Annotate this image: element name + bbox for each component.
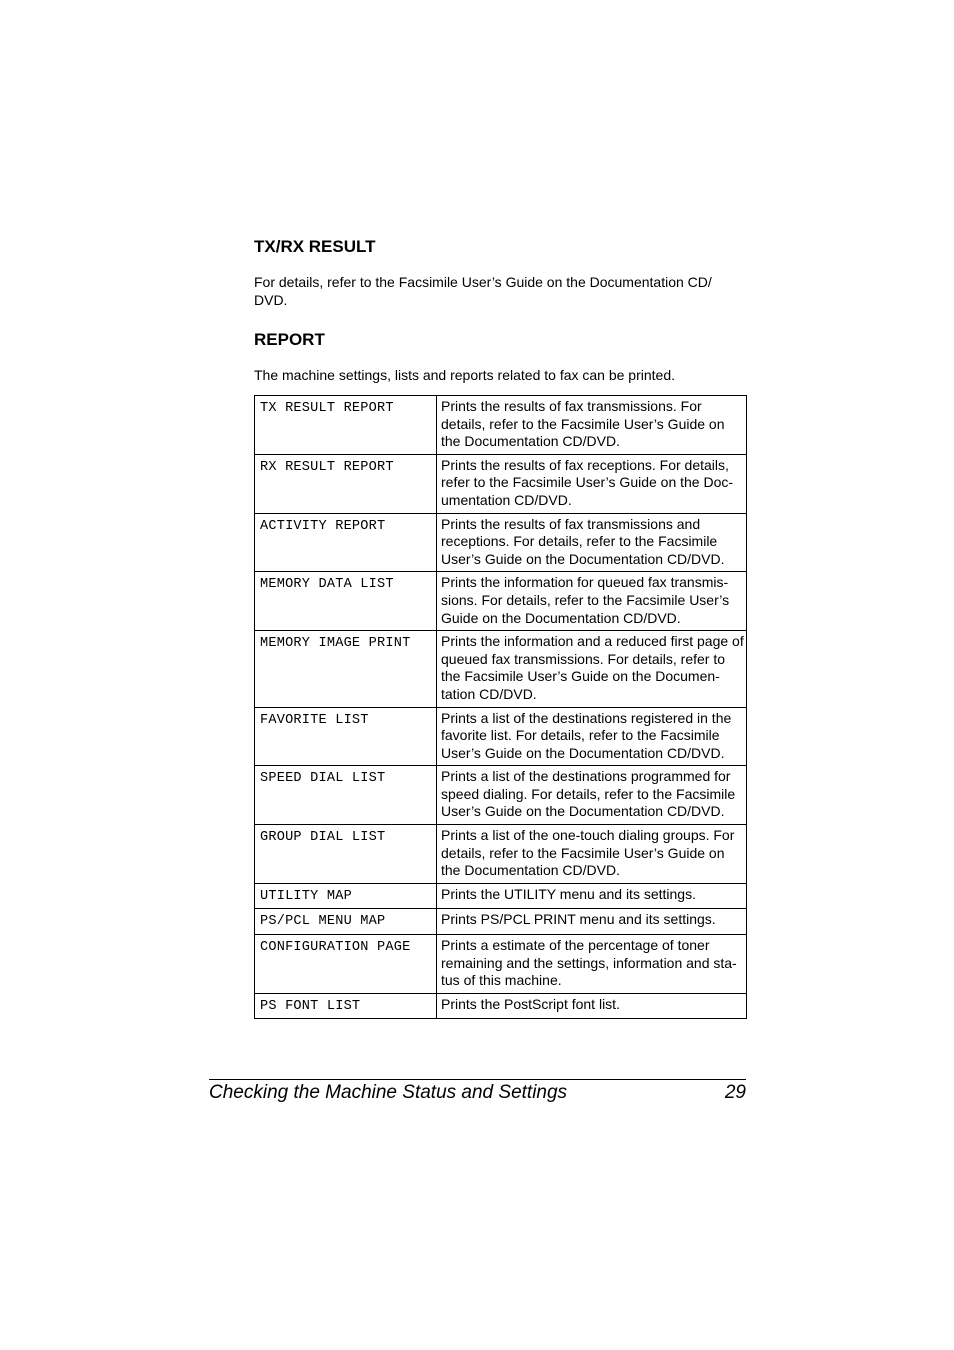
report-item-name: ACTIVITY REPORT bbox=[255, 513, 437, 572]
table-row bbox=[255, 766, 747, 825]
section-body-txrx-result: For details, refer to the Facsimile User’s Guide on the Documentation CD/ DVD. bbox=[254, 274, 712, 308]
section-heading-report: REPORT bbox=[254, 330, 325, 349]
report-item-description: Prints the PostScript font list. bbox=[437, 993, 747, 1019]
table-row bbox=[255, 909, 747, 935]
report-item-name: FAVORITE LIST bbox=[255, 707, 437, 766]
report-item-name: UTILITY MAP bbox=[255, 883, 437, 909]
section-heading-txrx-result: TX/RX RESULT bbox=[254, 237, 376, 256]
report-item-description: Prints the results of fax receptions. For details, refer to the Facsimile User’s Guide on the Doc- umentation CD/DVD. bbox=[437, 454, 747, 513]
table-row bbox=[255, 572, 747, 631]
report-item-description: Prints a list of the destinations programmed for speed dialing. For details, refer to the Facsimile User’s Guide on the Documentation CD/DVD. bbox=[437, 766, 747, 825]
report-item-name: TX RESULT REPORT bbox=[255, 396, 437, 455]
report-item-name: CONFIGURATION PAGE bbox=[255, 935, 437, 994]
report-item-name: MEMORY IMAGE PRINT bbox=[255, 631, 437, 707]
report-item-description: Prints the results of fax transmissions. For details, refer to the Facsimile User’s Guide on the Documentation CD/DVD. bbox=[437, 396, 747, 455]
table-row bbox=[255, 825, 747, 884]
table-row bbox=[255, 707, 747, 766]
table-row bbox=[255, 935, 747, 994]
report-item-name: PS/PCL MENU MAP bbox=[255, 909, 437, 935]
table-row bbox=[255, 993, 747, 1019]
report-item-description: Prints PS/PCL PRINT menu and its settings. bbox=[437, 909, 747, 935]
report-item-name: SPEED DIAL LIST bbox=[255, 766, 437, 825]
footer-chapter-title: Checking the Machine Status and Settings bbox=[209, 1082, 568, 1103]
table-row bbox=[255, 883, 747, 909]
table-row bbox=[255, 396, 747, 455]
report-item-name: PS FONT LIST bbox=[255, 993, 437, 1019]
report-item-description: Prints a list of the destinations registered in the favorite list. For details, refer to the Facsimile User’s Guide on the Documentation CD/DVD. bbox=[437, 707, 747, 766]
section-body-report: The machine settings, lists and reports related to fax can be printed. bbox=[254, 367, 676, 383]
footer-page-number: 29 bbox=[724, 1082, 746, 1103]
table-row bbox=[255, 454, 747, 513]
report-item-description: Prints the UTILITY menu and its settings. bbox=[437, 883, 747, 909]
report-item-description: Prints a list of the one-touch dialing groups. For details, refer to the Facsimile User’s Guide on the Documentation CD/DVD. bbox=[437, 825, 747, 884]
report-item-description: Prints the results of fax transmissions and receptions. For details, refer to the Facsimile User’s Guide on the Documentation CD/DVD. bbox=[437, 513, 747, 572]
report-table bbox=[254, 395, 747, 1019]
report-item-description: Prints the information and a reduced first page of queued fax transmissions. For details, refer to the Facsimile User’s Guide on the Documen- tation CD/DVD. bbox=[437, 631, 747, 707]
report-item-name: MEMORY DATA LIST bbox=[255, 572, 437, 631]
table-row bbox=[255, 631, 747, 707]
report-item-description: Prints a estimate of the percentage of toner remaining and the settings, information and sta- tus of this machine. bbox=[437, 935, 747, 994]
footer-divider bbox=[209, 1079, 746, 1080]
report-item-name: GROUP DIAL LIST bbox=[255, 825, 437, 884]
report-item-description: Prints the information for queued fax transmis- sions. For details, refer to the Facsimile User’s Guide on the Documentation CD/DVD. bbox=[437, 572, 747, 631]
report-item-name: RX RESULT REPORT bbox=[255, 454, 437, 513]
table-row bbox=[255, 513, 747, 572]
